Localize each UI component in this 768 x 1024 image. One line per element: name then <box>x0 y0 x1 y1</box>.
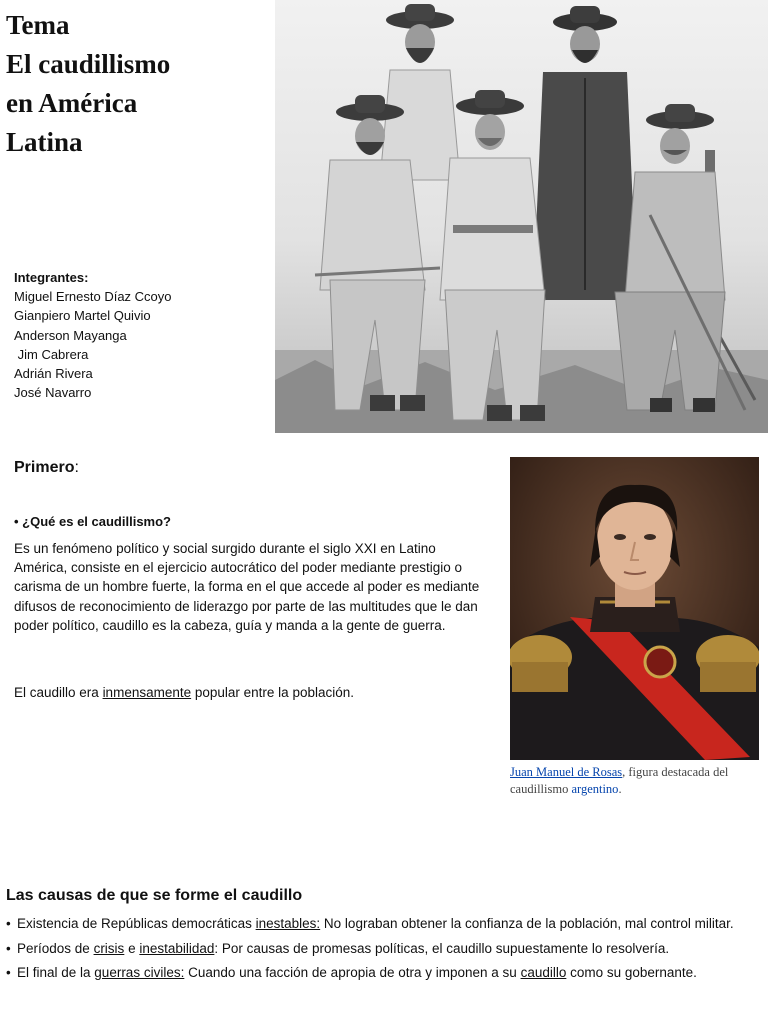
cause-item <box>6 915 746 933</box>
heading-primero: Primero <box>14 459 75 476</box>
question-bullet: • ¿Qué es el caudillismo? <box>14 514 171 529</box>
cause-item <box>6 964 746 982</box>
heading-colon: : <box>74 459 79 476</box>
member-name: Miguel Ernesto Díaz Ccoyo <box>14 289 172 305</box>
section-heading <box>14 459 79 477</box>
title-line: Latina <box>6 127 83 157</box>
member-name: Adrián Rivera <box>14 366 93 382</box>
text-run: e <box>124 940 140 956</box>
members-label: Integrantes: <box>14 270 89 285</box>
text-run: popular entre la población. <box>191 685 354 700</box>
title-line: El caudillismo <box>6 49 171 79</box>
caption-period: . <box>618 782 622 796</box>
text-run: Existencia de Repúblicas democráticas <box>17 916 256 931</box>
member-name: Anderson Mayanga <box>14 327 127 343</box>
text-run: El caudillo era <box>14 685 103 700</box>
text-run: Cuando una facción de apropia de otra y imponen a su <box>184 965 521 980</box>
caption-text: , figura destacada del caudillismo <box>510 765 729 796</box>
caudillos-group-photo <box>275 0 768 433</box>
presentation-title <box>6 6 170 162</box>
underlined-term: caudillo <box>520 965 567 980</box>
underlined-term: inestabilidad <box>139 940 215 956</box>
text-run: como su gobernante. <box>566 965 697 980</box>
causes-heading: Las causas de que se forme el caudillo <box>6 887 303 904</box>
text-run: : Por causas de promesas políticas, el caudillo supuestamente lo resolvería. <box>214 940 670 956</box>
causes-list <box>6 915 746 989</box>
text-run: Períodos de <box>17 940 94 956</box>
portrait-caption <box>510 764 760 798</box>
slide-definition <box>0 437 768 837</box>
member-name: Gianpiero Martel Quivio <box>14 308 151 324</box>
juan-manuel-de-rosas-portrait <box>510 457 759 760</box>
underlined-word: inmensamente <box>102 685 192 700</box>
cause-item <box>6 940 746 958</box>
rosas-link[interactable]: Juan Manuel de Rosas <box>510 765 623 779</box>
popularity-sentence <box>14 685 354 700</box>
member-name: José Navarro <box>14 385 92 401</box>
slide-title <box>0 0 768 433</box>
underlined-term: guerras civiles: <box>94 965 185 980</box>
definition-paragraph: Es un fenómeno político y social surgido durante el siglo XXI en Latino América, consiste en el ejercicio autocrático del poder mediante prestigio o carisma de un hombre fuerte, la forma en el que accede al poder es mediante difusos de reconocimiento de liderazgo por parte de las multitudes que le dan poder político, caudillo es la cabeza, guía y manda a la gente de guerra. <box>14 541 480 633</box>
underlined-term: crisis <box>93 940 125 956</box>
text-run: No lograban obtener la confianza de la población, mal control militar. <box>320 916 734 931</box>
members-list <box>14 268 172 402</box>
title-line: en América <box>6 88 138 118</box>
member-name: Jim Cabrera <box>14 346 89 362</box>
argentino-link[interactable]: argentino <box>571 782 619 796</box>
text-run: El final de la <box>17 965 95 980</box>
underlined-term: inestables: <box>255 916 321 931</box>
title-line: Tema <box>6 10 70 40</box>
slide-causes <box>0 845 768 1024</box>
